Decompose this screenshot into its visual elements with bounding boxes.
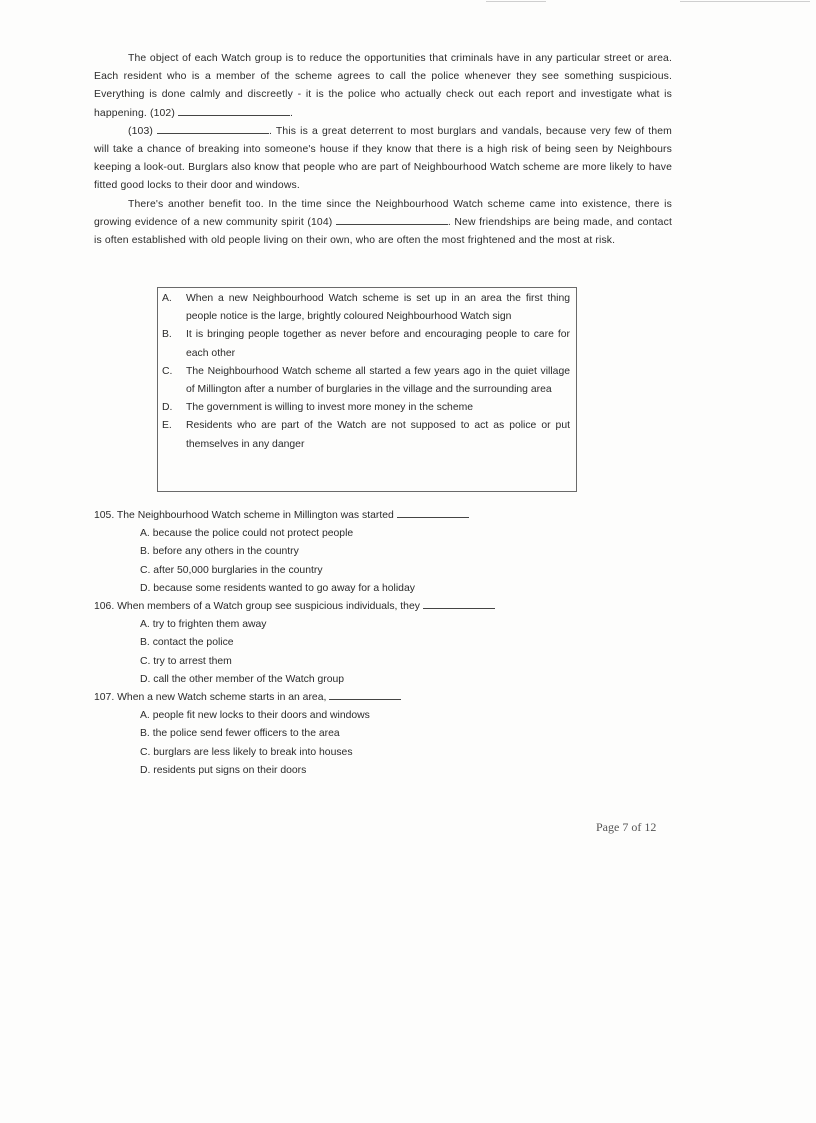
scan-artifact [486, 1, 546, 2]
question-105: 105. The Neighbourhood Watch scheme in Millington was started [94, 507, 654, 525]
page-number: Page 7 of 12 [596, 820, 657, 834]
answer-blank [423, 598, 495, 609]
choice-107-c: C. burglars are less likely to break into houses [140, 746, 353, 758]
choice-105-c: C. after 50,000 burglaries in the country [140, 564, 323, 576]
choice-106-c: C. try to arrest them [140, 655, 232, 667]
answer-blank [329, 689, 401, 700]
option-a: A. When a new Neighbourhood Watch scheme is set up in an area the first thing people notice is the large, brightly coloured Neighbourhood Watch sign [162, 293, 570, 323]
choice-105-d: D. because some residents wanted to go away for a holiday [140, 582, 415, 594]
passage-paragraph-2: (103) . This is a great deterrent to most burglars and vandals, because very few of them will take a chance of breaking into someone's house if they know that there is a high risk of being seen by Neighbours keeping a look-out. Burglars also know that people who are part of Neighbourhood Watch scheme are more likely to have fitted good locks to their door and windows. [94, 123, 672, 196]
option-b: B. It is bringing people together as never before and encouraging people to care for each other [162, 329, 570, 359]
choice-105-b: B. before any others in the country [140, 546, 299, 558]
option-c: C. The Neighbourhood Watch scheme all started a few years ago in the quiet village of Millington after a number of burglaries in the village and the surrounding area [162, 365, 570, 396]
reading-passage [94, 50, 672, 250]
blank-103 [157, 123, 269, 134]
blank-104 [336, 214, 448, 225]
sentence-options-box [157, 287, 577, 492]
option-d: D. The government is willing to invest more money in the scheme [162, 402, 474, 414]
choice-107-a: A. people fit new locks to their doors and windows [140, 710, 370, 722]
question-106: 106. When members of a Watch group see suspicious individuals, they [94, 598, 654, 616]
choice-107-d: D. residents put signs on their doors [140, 764, 307, 776]
multiple-choice-questions [94, 507, 654, 780]
passage-paragraph-1: The object of each Watch group is to reduce the opportunities that criminals have in any particular street or area. Each resident who is a member of the scheme agrees to call the police whenever they see something suspicious. Everything is done calmly and discreetly - it is the police who actually check out each report and investigate what is happening. (102) . [94, 53, 672, 119]
answer-blank [397, 507, 469, 518]
question-107: 107. When a new Watch scheme starts in an area, [94, 689, 654, 707]
blank-102 [178, 105, 290, 116]
choice-106-a: A. try to frighten them away [140, 619, 267, 631]
choice-105-a: A. because the police could not protect people [140, 528, 354, 540]
choice-106-d: D. call the other member of the Watch group [140, 673, 345, 685]
scan-artifact [680, 1, 810, 2]
passage-paragraph-3: There's another benefit too. In the time since the Neighbourhood Watch scheme came into existence, there is growing evidence of a new community spirit (104) . New friendships are being made, and contact is often established with old people living on their own, who are often the most frightened and the most at risk. [94, 198, 672, 247]
option-e: E. Residents who are part of the Watch are not supposed to act as police or put themselves in any danger [162, 420, 570, 450]
choice-106-b: B. contact the police [140, 637, 234, 649]
choice-107-b: B. the police send fewer officers to the area [140, 728, 340, 740]
